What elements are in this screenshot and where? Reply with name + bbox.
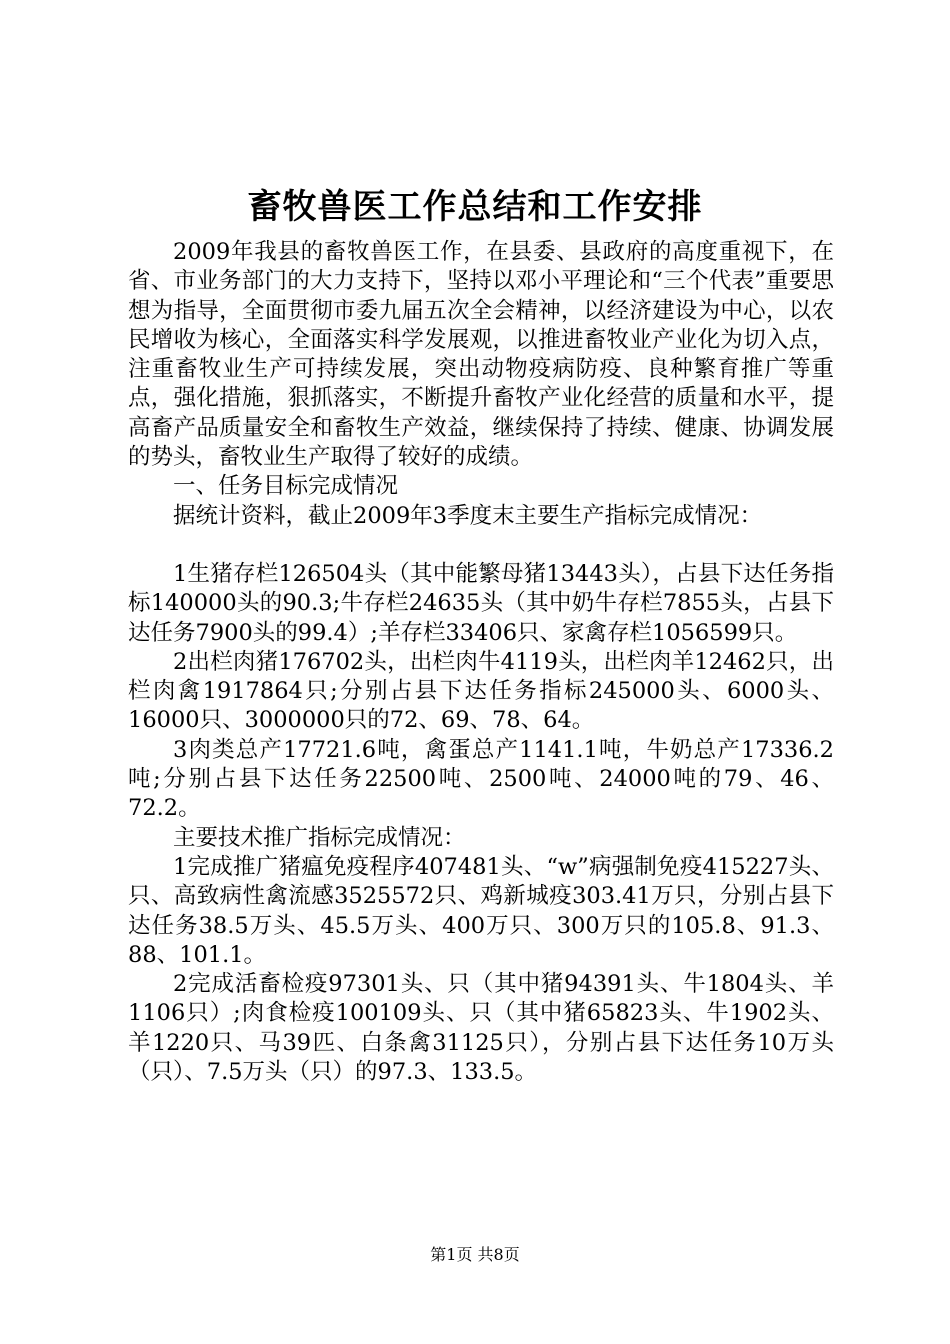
paragraph-intro: 2009年我县的畜牧兽医工作，在县委、县政府的高度重视下，在省、市业务部门的大力支持下，坚持以邓小平理论和“三个代表”重要思想为指导，全面贯彻市委九届五次全会精神，以经济建设为中心，以农民增收为核心，全面落实科学发展观，以推进畜牧业产业化为切入点，注重畜牧业生产可持续发展，突出动物疫病防疫、良种繁育推广等重点，强化措施，狠抓落实，不断提升畜牧产业化经营的质量和水平，提高畜产品质量安全和畜牧生产效益，继续保持了持续、健康、协调发展的势头，畜牧业生产取得了较好的成绩。 (128, 239, 834, 471)
subsection-heading: 主要技术推广指标完成情况： (173, 824, 466, 851)
document-title: 畜牧兽医工作总结和工作安排 (247, 187, 703, 227)
paragraph-livestock-stock: 1生猪存栏126504头（其中能繁母猪13443头），占县下达任务指标140000头的90.3;牛存栏24635头（其中奶牛存栏7855头，占县下达任务7900头的99.4）;羊存栏33406只、家禽存栏1056599只。 (128, 560, 834, 646)
paragraph-slaughter: 2出栏肉猪176702头，出栏肉牛4119头，出栏肉羊12462只，出栏肉禽1917864只;分别占县下达任务指标245000头、6000头、16000只、3000000只的72、69、78、64。 (128, 648, 834, 734)
paragraph-statistics-intro: 据统计资料，截止2009年3季度末主要生产指标完成情况： (173, 502, 763, 529)
paragraph-quarantine: 2完成活畜检疫97301头、只（其中猪94391头、牛1804头、羊1106只）;肉食检疫100109头、只（其中猪65823头、牛1902头、羊1220只、马39匹、白条禽31125只），分别占县下达任务10万头（只）、7.5万头（只）的97.3、133.5。 (128, 971, 834, 1086)
document-body (128, 238, 834, 1087)
page-number: 第1页 共8页 (430, 1245, 520, 1264)
paragraph-meat-output: 3肉类总产17721.6吨，禽蛋总产1141.1吨，牛奶总产17336.2吨;分别占县下达任务22500吨、2500吨、24000吨的79、46、72.2。 (128, 736, 834, 822)
paragraph-immunization: 1完成推广猪瘟免疫程序407481头、“w”病强制免疫415227头、只、高致病性禽流感3525572只、鸡新城疫303.41万只，分别占县下达任务38.5万头、45.5万头、400万只、300万只的105.8、91.3、88、101.1。 (128, 853, 834, 968)
section-heading: 一、任务目标完成情况 (173, 473, 399, 500)
